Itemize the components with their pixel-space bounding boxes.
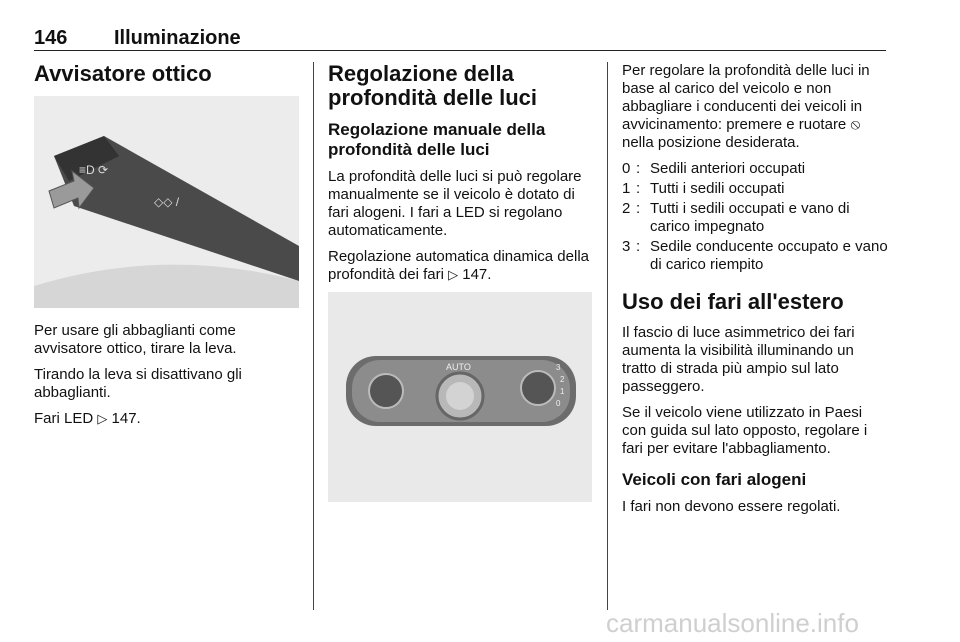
watermark: carmanualsonline.info [606, 608, 859, 638]
ref-text: Fari LED [34, 410, 94, 427]
lever-image [34, 96, 299, 308]
triangle-ref-icon: ▷ [448, 267, 459, 282]
svg-text:≡D ⟳: ≡D ⟳ [79, 163, 109, 177]
paragraph-abroad-2: Se il veicolo viene utilizzato in Paesi con guida sul lato opposto, regolare i fari per evitare l'abbagliamento. [622, 404, 868, 457]
section-title-beam-adjust: Regolazione della profondità delle luci [328, 61, 538, 110]
page-header [34, 22, 886, 51]
list-item: 1 : Tutti i sedili occupati [622, 180, 785, 197]
paragraph-beam-2 [328, 248, 592, 284]
light-switch-panel [328, 292, 592, 502]
position-0-label: 0 [556, 399, 561, 408]
triangle-ref-icon: ▷ [97, 411, 108, 426]
column-right [622, 62, 888, 524]
lever-illustration [34, 96, 299, 308]
paragraph-flash-1: Per usare gli abbaglianti come avvisatore ottico, tirare la leva. [34, 322, 237, 357]
list-item: 2 : Tutti i sedili occupati e vano di carico impegnato [622, 200, 850, 235]
load-positions-list [622, 160, 888, 274]
paragraph-flash-2: Tirando la leva si disattivano gli abbaglianti. [34, 366, 242, 401]
position-1-label: 1 [560, 387, 565, 396]
subtitle-manual-adjust: Regolazione manuale della profondità delle luci [328, 120, 546, 159]
beam-ref-page: 147. [462, 266, 492, 283]
paragraph-intro: Per regolare la profondità delle luci in base al carico del veicolo e non abbagliare i conducenti dei veicoli in avvicinamento: premere e ruotare ⦸ nella posizione desiderata. [622, 62, 870, 151]
paragraph-abroad-1: Il fascio di luce asimmetrico dei fari aumenta la visibilità illuminando un tratto di strada più ampio sul lato passeggero. [622, 324, 855, 395]
light-switch-panel-image [328, 292, 592, 502]
list-item: 3 : Sedile conducente occupato e vano di carico riempito [622, 238, 888, 273]
paragraph-flash-ref [34, 410, 299, 428]
position-3-label: 3 [556, 363, 561, 372]
list-item: 0 : Sedili anteriori occupati [622, 160, 806, 177]
column-middle [328, 62, 592, 516]
page-number: 146 [34, 27, 68, 49]
beam-ref-text: Regolazione automatica dinamica della profondità dei fari [328, 248, 589, 283]
section-title-flash: Avvisatore ottico [34, 61, 212, 86]
auto-label: AUTO [446, 362, 471, 372]
chapter-title: Illuminazione [114, 27, 241, 49]
paragraph-beam-1: La profondità delle luci si può regolare manualmente se il veicolo è dotato di fari alogeni. I fari a LED si regolano automaticamente. [328, 168, 582, 239]
position-2-label: 2 [560, 375, 565, 384]
subtitle-halogen: Veicoli con fari alogeni [622, 470, 807, 489]
column-divider-2 [607, 62, 608, 610]
column-divider-1 [313, 62, 314, 610]
paragraph-halogen: I fari non devono essere regolati. [622, 498, 841, 515]
column-left [34, 62, 299, 436]
section-title-abroad: Uso dei fari all'estero [622, 289, 844, 314]
svg-text:◇◇ /: ◇◇ / [154, 195, 180, 209]
ref-page: 147. [111, 410, 141, 427]
